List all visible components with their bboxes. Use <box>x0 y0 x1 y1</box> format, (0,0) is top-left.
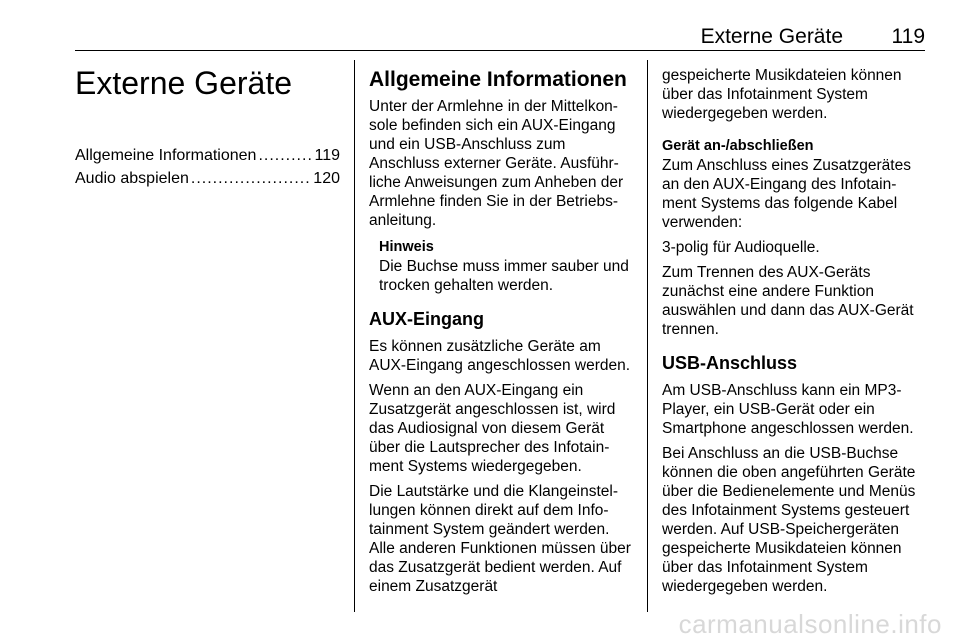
section-heading-aux: AUX-Eingang <box>369 309 484 329</box>
page-number: 119 <box>891 25 925 48</box>
connect-paragraph-3: Zum Trennen des AUX-Geräts zunächst eine andere Funktion auswählen und dann das AUX-Gerät trennen. <box>662 264 914 338</box>
usb-paragraph-1: Am USB-Anschluss kann ein MP3-Player, ein USB-Gerät oder ein Smartphone angeschlossen werden. <box>662 382 914 437</box>
chapter-title: Externe Geräte <box>75 65 292 101</box>
toc-entry-label: Allgemeine Informationen <box>75 147 257 164</box>
note-text: Die Buchse muss immer sauber und trocken gehalten werden. <box>379 258 629 294</box>
aux-paragraph-1: Es können zusätzliche Geräte am AUX-Eingang angeschlossen werden. <box>369 338 631 374</box>
column-three <box>662 60 926 602</box>
toc-entry-audio[interactable] <box>75 167 340 190</box>
toc-leader-dots <box>258 144 312 167</box>
subsection-heading-connect: Gerät an-/abschließen <box>662 138 814 154</box>
usb-paragraph-2: Bei Anschluss an die USB-Buchse können die oben angeführten Geräte über die Bedienelemente und Menüs des Infotainment Systems gesteuert werden. Auf USB-Speichergeräten gespeicherte Musikdateien können über das Infotainment System wiedergegeben werden. <box>662 445 916 595</box>
column-two <box>369 60 632 602</box>
toc-entry-label: Audio abspielen <box>75 170 189 187</box>
running-title: Externe Geräte <box>700 25 843 48</box>
column-one <box>75 60 340 190</box>
note-heading: Hinweis <box>379 239 434 255</box>
aux-paragraph-3: Die Lautstärke und die Klangeinstel-lungen können direkt auf dem Info-tainment System geändert werden. Alle anderen Funktionen müssen über das Zusatzgerät bedient werden. Auf einem Zusatzgerät <box>369 483 631 595</box>
general-intro-text: Unter der Armlehne in der Mittelkon-sole befinden sich ein AUX-Eingang und ein USB-Anschluss zum Anschluss externer Geräte. Ausführ-liche Anweisungen zum Anheben der Armlehne finden Sie in der Betriebs-anleitung. <box>369 98 624 229</box>
connect-paragraph-1: Zum Anschluss eines Zusatzgerätes an den AUX-Eingang des Infotain-ment Systems das folgende Kabel verwenden: <box>662 157 911 231</box>
aux-paragraph-2: Wenn an den AUX-Eingang ein Zusatzgerät angeschlossen ist, wird das Audiosignal von diesem Gerät über die Lautsprecher des Infotain-ment Systems wiedergegeben. <box>369 382 616 475</box>
column-divider-left <box>354 60 355 612</box>
section-heading-usb: USB-Anschluss <box>662 353 798 373</box>
toc-leader-dots <box>191 167 311 190</box>
section-heading-general: Allgemeine Informationen <box>369 68 627 91</box>
chapter-toc <box>75 144 340 190</box>
aux-paragraph-3-continued: gespeicherte Musikdateien können über das Infotainment System wiedergegeben werden. <box>662 67 902 122</box>
toc-entry-page: 119 <box>314 147 340 164</box>
watermark: carmanualsonline.info <box>678 609 942 639</box>
running-header <box>75 22 925 51</box>
toc-entry-general[interactable] <box>75 144 340 167</box>
column-divider-right <box>647 60 648 612</box>
note-box <box>379 238 632 295</box>
connect-paragraph-2: 3-polig für Audioquelle. <box>662 239 820 256</box>
toc-entry-page: 120 <box>313 170 340 187</box>
